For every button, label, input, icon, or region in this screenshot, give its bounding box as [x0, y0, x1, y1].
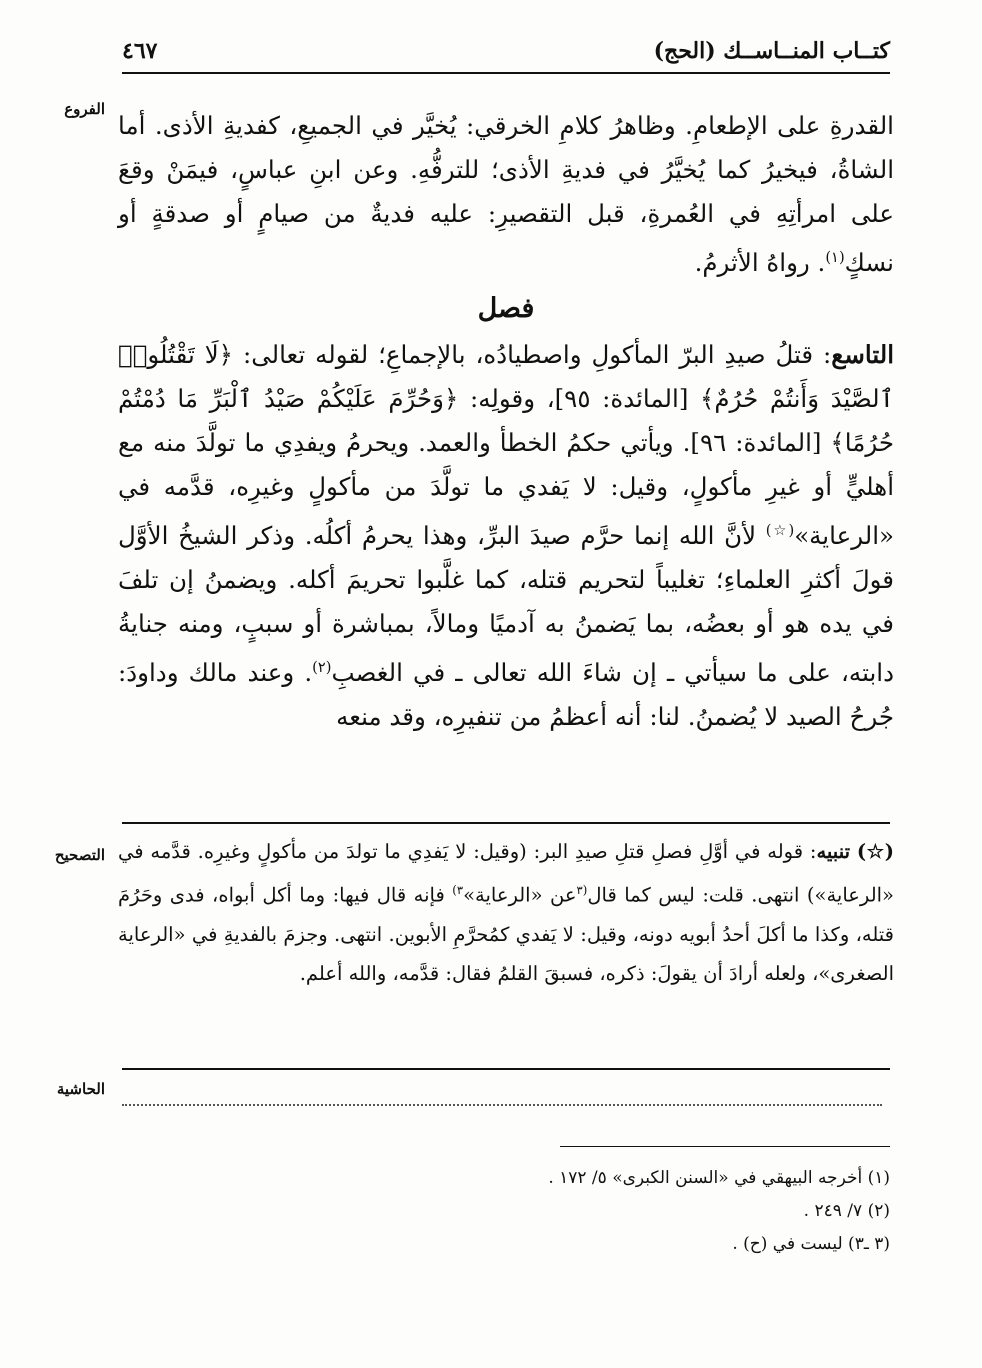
ref-3-open: (٣: [576, 883, 588, 897]
side-label-furu: الفروع: [64, 100, 105, 118]
side-label-hashiya: الحاشية: [56, 1080, 105, 1098]
tanbih-star: (☆): [856, 840, 895, 863]
hashiya-dotted-line: [122, 1104, 882, 1106]
footnote-rule: [560, 1146, 890, 1147]
footnote-ref-2: (٢): [312, 659, 332, 677]
tanbih-note: (☆) تنبيه: قوله في أوَّلِ فصلِ قتلِ صيدِ البر: (وقيل: لا يَفدِي ما تولدَ من مأكولٍ وغيرِه. قدَّمه في «الرعاية») انتهى. قلت: ليس كما قال$^{(٣}$عن «الرعاية»$^{٣)}$ فإنه قال فيها: وما أكل أبواه، فدى وحَرُمَ قتله، وكذا ما أكلَ أحدُ أبويه دونه، وقيل: لا يَفدي كمُحرَّمِ الأبوين. انتهى. وجزمَ بالفديةِ في «الرعاية الصغرى»، ولعله أرادَ أن يقولَ: ذكره، فسبقَ القلمُ فقال: قدَّمه، والله أعلم.: [118, 840, 895, 985]
book-chapter-title: كتــاب المنــاســك (الحج): [653, 38, 890, 64]
ref-3-close: ٣): [452, 883, 464, 897]
side-label-tashih: التصحيح: [54, 846, 105, 864]
footnote-2: (٢) ٧/ ٢٤٩ .: [803, 1201, 890, 1221]
footnotes: [420, 1162, 890, 1261]
page-header: [122, 38, 890, 74]
main-text: [118, 104, 894, 739]
main-paragraph-2: التاسع: قتلُ صيدِ البرّ المأكولِ واصطيادُه، بالإجماعِ؛ لقوله تعالى: ﴿لَا تَقْتُلُوا۟ ٱلصَّيْدَ وَأَنتُمْ حُرُمٌ﴾ [المائدة: ٩٥]، وقولِه: ﴿وَحُرِّمَ عَلَيْكُمْ صَيْدُ ٱلْبَرِّ مَا دُمْتُمْ حُرُمًا﴾ [المائدة: ٩٦]. ويأتي حكمُ الخطأ والعمد. ويحرمُ ويفدِي ما تولَّدَ منه مع أهليٍّ أو غيرِ مأكولٍ، وقيل: لا يَفدي ما تولَّدَ من مأكولٍ وغيرِه، قدَّمه في «الرعاية»(☆) لأنَّ الله إنما حرَّم صيدَ البرِّ، وهذا يحرمُ أكلُه. وذكر الشيخُ الأوَّل قولَ أكثرِ العلماءِ؛ تغليباً لتحريم قتله، كما غلَّبوا تحريمَ أكله. ويضمنُ إن تلفَ في يده هو أو بعضُه، بما يَضمنُ به آدميًا ومالاً، بمباشرة أو سببٍ، ومنه جنايةُ دابته، على ما سيأتي ـ إن شاءَ الله تعالى ـ في الغصبِ$^{(٢)}$. وعند مالك وداودَ: جُرحُ الصيد لا يُضمنُ. لنا: أنه أعظمُ من تنفيرِه، وقد منعه: [118, 340, 894, 732]
footnote-3: (٣ ـ٣) ليست في (ح) .: [732, 1234, 890, 1254]
star-ref: (☆): [765, 522, 795, 540]
section-divider: [122, 822, 890, 824]
paragraph-lead-word: التاسع: [831, 340, 894, 370]
footnote-1: (١) أخرجه البيهقي في «السنن الكبرى» ٥/ ١٧٢ .: [548, 1168, 890, 1188]
main-paragraph-1: القدرةِ على الإطعامِ. وظاهرُ كلامِ الخرقي: يُخيَّر في الجميعِ، كفديةِ الأذى. أما الشاةُ، فيخيرُ كما يُخيَّرُ في فديةِ الأذى؛ للترفُّهِ. وعن ابنِ عباسٍ، فيمَنْ وقعَ على امرأتِهِ في العُمرةِ، قبل التقصيرِ: عليه فديةٌ من صيامٍ أو صدقةٍ أو نسكٍ$^{(١)}$. رواهُ الأثرمُ.: [118, 111, 894, 278]
section-title: فصل: [477, 293, 535, 325]
page-number: ٤٦٧: [122, 38, 158, 64]
footnote-ref-1: (١): [825, 249, 845, 266]
tanbih-lead: تنبيه: [816, 840, 851, 863]
tanbih-divider: [122, 1068, 890, 1070]
